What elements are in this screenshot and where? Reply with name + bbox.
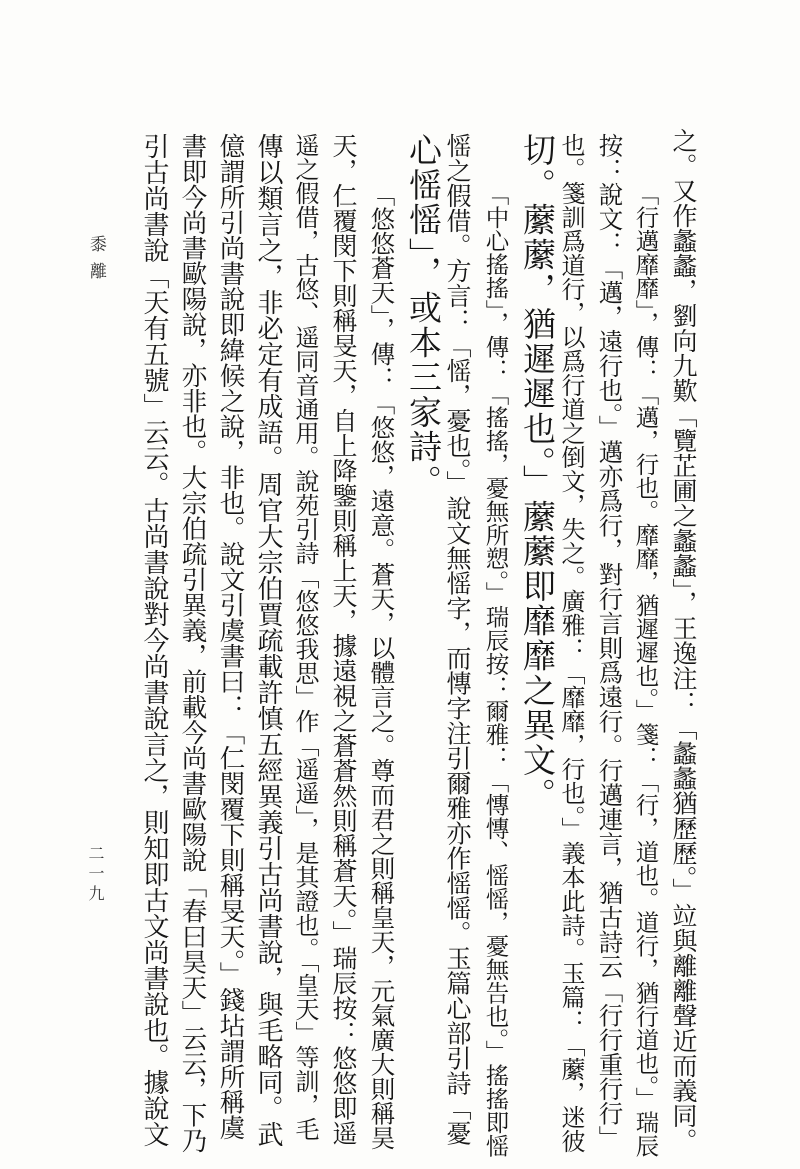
text-column-15: 引古尚書說「天有五號」云云。古尚書說對今尚書說言之，則知即古文尚書說也。據說文: [139, 133, 169, 1147]
text-column-9: 「悠悠蒼天」，傳：「悠悠，遠意。蒼天，以體言之。尊而君之則稱皇天，元氣廣大則稱昊: [367, 182, 397, 1150]
text-column-11: 遥之假借，古悠、遥同音通用。說苑引詩「悠悠我思」作「遥遥」，是其證也。「皇天」等訓，毛: [291, 133, 319, 1141]
text-column-5: 切。䕷䕷，猶遲遲也。」䕷䕷即靡靡之異文。: [518, 133, 557, 813]
text-column-8: 心愮愮」，或本三家詩。: [404, 133, 443, 500]
running-title: 黍離: [86, 235, 106, 289]
text-column-2: 「行邁靡靡」，傳：「邁，行也。靡靡，猶遲遲也。」箋：「行，道也。道行，猶行道也。」瑞辰: [631, 182, 660, 1158]
text-column-13: 億謂所引尚書說即緯候之說，非也。說文引虞書曰：「仁閔覆下則稱旻天。」錢坫謂所稱虞: [215, 133, 246, 1141]
text-column-14: 書即今尚書歐陽說，亦非也。大宗伯疏引異義，前載今尚書歐陽說「春曰昊天」云云，下乃: [177, 133, 208, 1153]
text-column-7: 愮之假借。方言：「愮，憂也。」說文無愮字，而慱字注引爾雅亦作愮愮。玉篇心部引詩「憂: [443, 133, 472, 1146]
text-column-6: 「中心搖搖」，傳：「搖搖，憂無所愬。」瑞辰按：爾雅：「慱慱、愮愮，憂無告也。」搖搖即愮: [481, 182, 510, 1158]
text-column-12: 傳以類言之，非必定有成語。周官大宗伯賈疏載許慎五經異義引古尚書說，與毛略同。武: [253, 133, 283, 1147]
text-column-10: 天，仁覆閔下則稱旻天，自上降鑒則稱上天，據遠視之蒼蒼然則稱蒼天。」瑞辰按：悠悠即遥: [329, 133, 358, 1146]
text-column-1: 之。又作蠡蠡，劉向九歎「覽芷圃之蠡蠡」，王逸注：「蠡蠡猶歷歷。」竝與離離聲近而義同。: [669, 128, 698, 1153]
text-column-4: 也。箋訓爲道行，以爲行道之倒文，失之。廣雅：「靡靡，行也。」義本此詩。玉篇：「䕷，迷彼: [557, 133, 585, 1153]
page-number: 二一九: [86, 845, 105, 905]
text-column-3: 按：說文：「邁，遠行也。」邁亦爲行，對行言則爲遠行。行邁連言，猶古詩云「行行重行行」: [595, 133, 625, 1150]
